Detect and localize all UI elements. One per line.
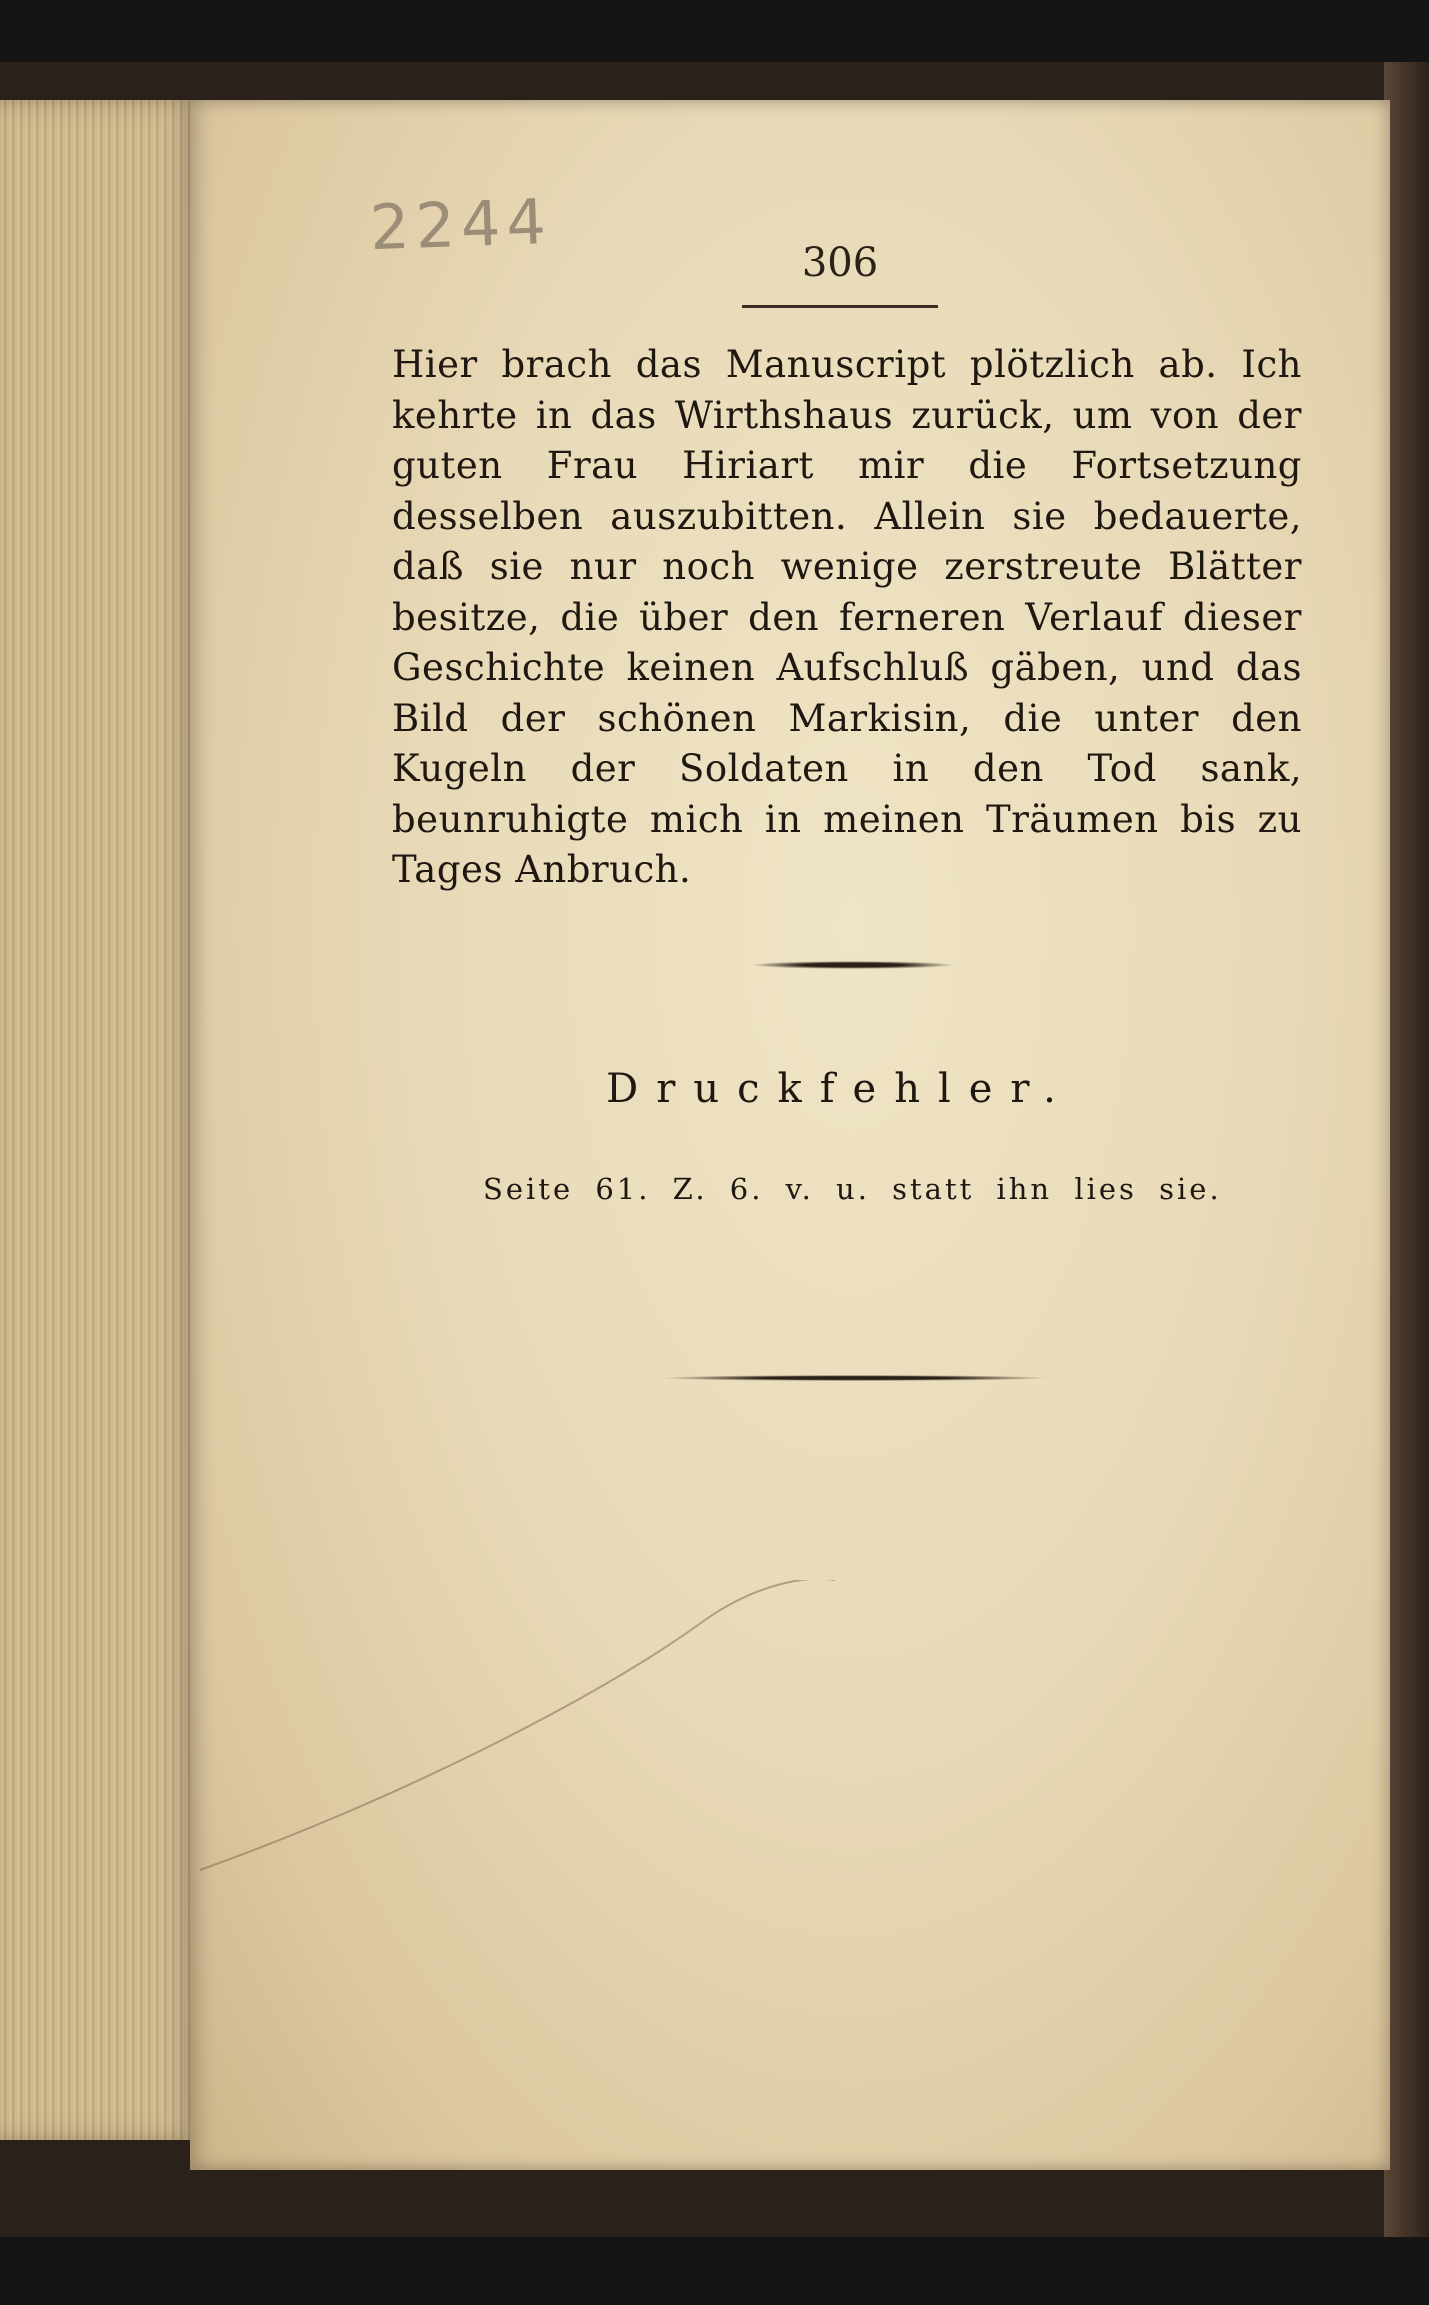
header-rule <box>742 305 938 308</box>
page-edges <box>0 100 195 2140</box>
errata-heading: Druckfehler. <box>606 1066 1074 1112</box>
errata-entry: Seite 61. Z. 6. v. u. statt ihn lies sie. <box>483 1172 1222 1206</box>
ornamental-divider <box>750 961 955 969</box>
book-spine <box>1384 62 1429 2237</box>
closing-divider <box>660 1375 1050 1381</box>
paper-crease <box>195 1580 1015 1880</box>
page-number: 306 <box>801 240 879 286</box>
handwritten-shelfmark: 2244 <box>368 184 554 265</box>
body-paragraph: Hier brach das Manuscript plötzlich ab. Ich kehrte in das Wirthshaus zurück, um von der guten Frau Hiriart mir die Fortsetzung desselben auszubitten. Allein sie bedauerte, daß sie nur noch wenige zerstreute Blätter besitze, die über den ferneren Verlauf dieser Geschichte keinen Aufschluß gäben, und das Bild der schönen Markisin, die unter den Kugeln der Soldaten in den Tod sank, beunruhigte mich in meinen Träumen bis zu Tages Anbruch. <box>392 343 1302 891</box>
